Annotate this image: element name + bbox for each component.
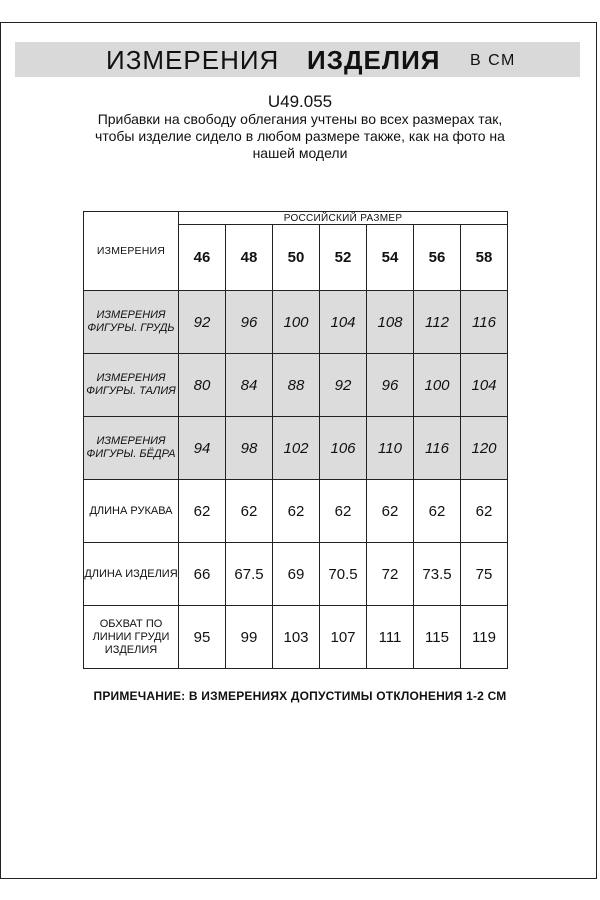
table-cell: 112 [414, 291, 461, 354]
table-cell: 94 [179, 417, 226, 480]
table-cell: 100 [273, 291, 320, 354]
table-row [84, 417, 508, 480]
table-cell: 104 [320, 291, 367, 354]
table-cell: 67.5 [226, 543, 273, 606]
table-cell: 80 [179, 354, 226, 417]
table-cell: 110 [367, 417, 414, 480]
table-row [84, 606, 508, 669]
table-cell: 62 [179, 480, 226, 543]
table-cell: 99 [226, 606, 273, 669]
size-header: 54 [367, 225, 414, 291]
table-cell: 116 [414, 417, 461, 480]
row-label [84, 480, 179, 543]
table-cell: 62 [461, 480, 508, 543]
table-row [84, 354, 508, 417]
row-label-line: ИЗДЕЛИЯ [104, 643, 158, 656]
row-label-line: ДЛИНА РУКАВА [89, 504, 173, 517]
table-cell: 92 [320, 354, 367, 417]
table-cell: 96 [226, 291, 273, 354]
row-label-line: ИЗМЕРЕНИЯ [96, 435, 166, 447]
table-cell: 84 [226, 354, 273, 417]
table-cell: 102 [273, 417, 320, 480]
table-cell: 70.5 [320, 543, 367, 606]
table-cell: 96 [367, 354, 414, 417]
table-cell: 95 [179, 606, 226, 669]
size-header: 58 [461, 225, 508, 291]
table-cell: 72 [367, 543, 414, 606]
row-label [84, 354, 179, 417]
table-cell: 104 [461, 354, 508, 417]
table-row [84, 480, 508, 543]
row-label [84, 291, 179, 354]
row-label-line: ДЛИНА ИЗДЕЛИЯ [84, 567, 178, 580]
title-unit: В СМ [470, 52, 516, 69]
table-cell: 92 [179, 291, 226, 354]
table-cell: 98 [226, 417, 273, 480]
table-row [84, 543, 508, 606]
intro-note [60, 111, 540, 162]
row-label [84, 543, 179, 606]
table-cell: 62 [367, 480, 414, 543]
table-cell: 69 [273, 543, 320, 606]
row-label [84, 606, 179, 669]
size-table [83, 211, 508, 669]
row-label-line: ИЗМЕРЕНИЯ [96, 309, 166, 321]
table-cell: 103 [273, 606, 320, 669]
row-label-line: ОБХВАТ ПО [99, 617, 163, 630]
corner-label: ИЗМЕРЕНИЯ [84, 212, 179, 291]
size-header: 46 [179, 225, 226, 291]
table-cell: 62 [273, 480, 320, 543]
intro-line: Прибавки на свободу облегания учтены во всех размерах так, [97, 111, 503, 127]
table-cell: 73.5 [414, 543, 461, 606]
table-cell: 120 [461, 417, 508, 480]
table-cell: 111 [367, 606, 414, 669]
row-label-line: ФИГУРЫ. ТАЛИЯ [86, 385, 176, 397]
table-cell: 100 [414, 354, 461, 417]
size-header: 52 [320, 225, 367, 291]
row-label-line: ИЗМЕРЕНИЯ [96, 372, 166, 384]
table-cell: 62 [226, 480, 273, 543]
row-label-line: ЛИНИИ ГРУДИ [92, 630, 170, 643]
article-number: U49.055 [267, 92, 333, 111]
table-cell: 88 [273, 354, 320, 417]
table-row [84, 291, 508, 354]
table-cell: 107 [320, 606, 367, 669]
row-label-line: ФИГУРЫ. БЁДРА [86, 448, 176, 460]
row-label [84, 417, 179, 480]
group-header: РОССИЙСКИЙ РАЗМЕР [179, 212, 508, 225]
table-cell: 62 [320, 480, 367, 543]
title-measurements: ИЗМЕРЕНИЯ [106, 45, 280, 75]
size-header: 56 [414, 225, 461, 291]
table-cell: 119 [461, 606, 508, 669]
intro-line: нашей модели [252, 145, 348, 161]
table-cell: 108 [367, 291, 414, 354]
footnote: ПРИМЕЧАНИЕ: В ИЗМЕРЕНИЯХ ДОПУСТИМЫ ОТКЛОНЕНИЯ 1-2 СМ [93, 689, 507, 703]
table-cell: 66 [179, 543, 226, 606]
size-header: 50 [273, 225, 320, 291]
size-header: 48 [226, 225, 273, 291]
intro-line: чтобы изделие сидело в любом размере также, как на фото на [95, 128, 505, 144]
table-cell: 106 [320, 417, 367, 480]
title-product: ИЗДЕЛИЯ [307, 45, 441, 75]
row-label-line: ФИГУРЫ. ГРУДЬ [87, 322, 175, 334]
table-cell: 115 [414, 606, 461, 669]
table-cell: 62 [414, 480, 461, 543]
table-cell: 116 [461, 291, 508, 354]
table-cell: 75 [461, 543, 508, 606]
